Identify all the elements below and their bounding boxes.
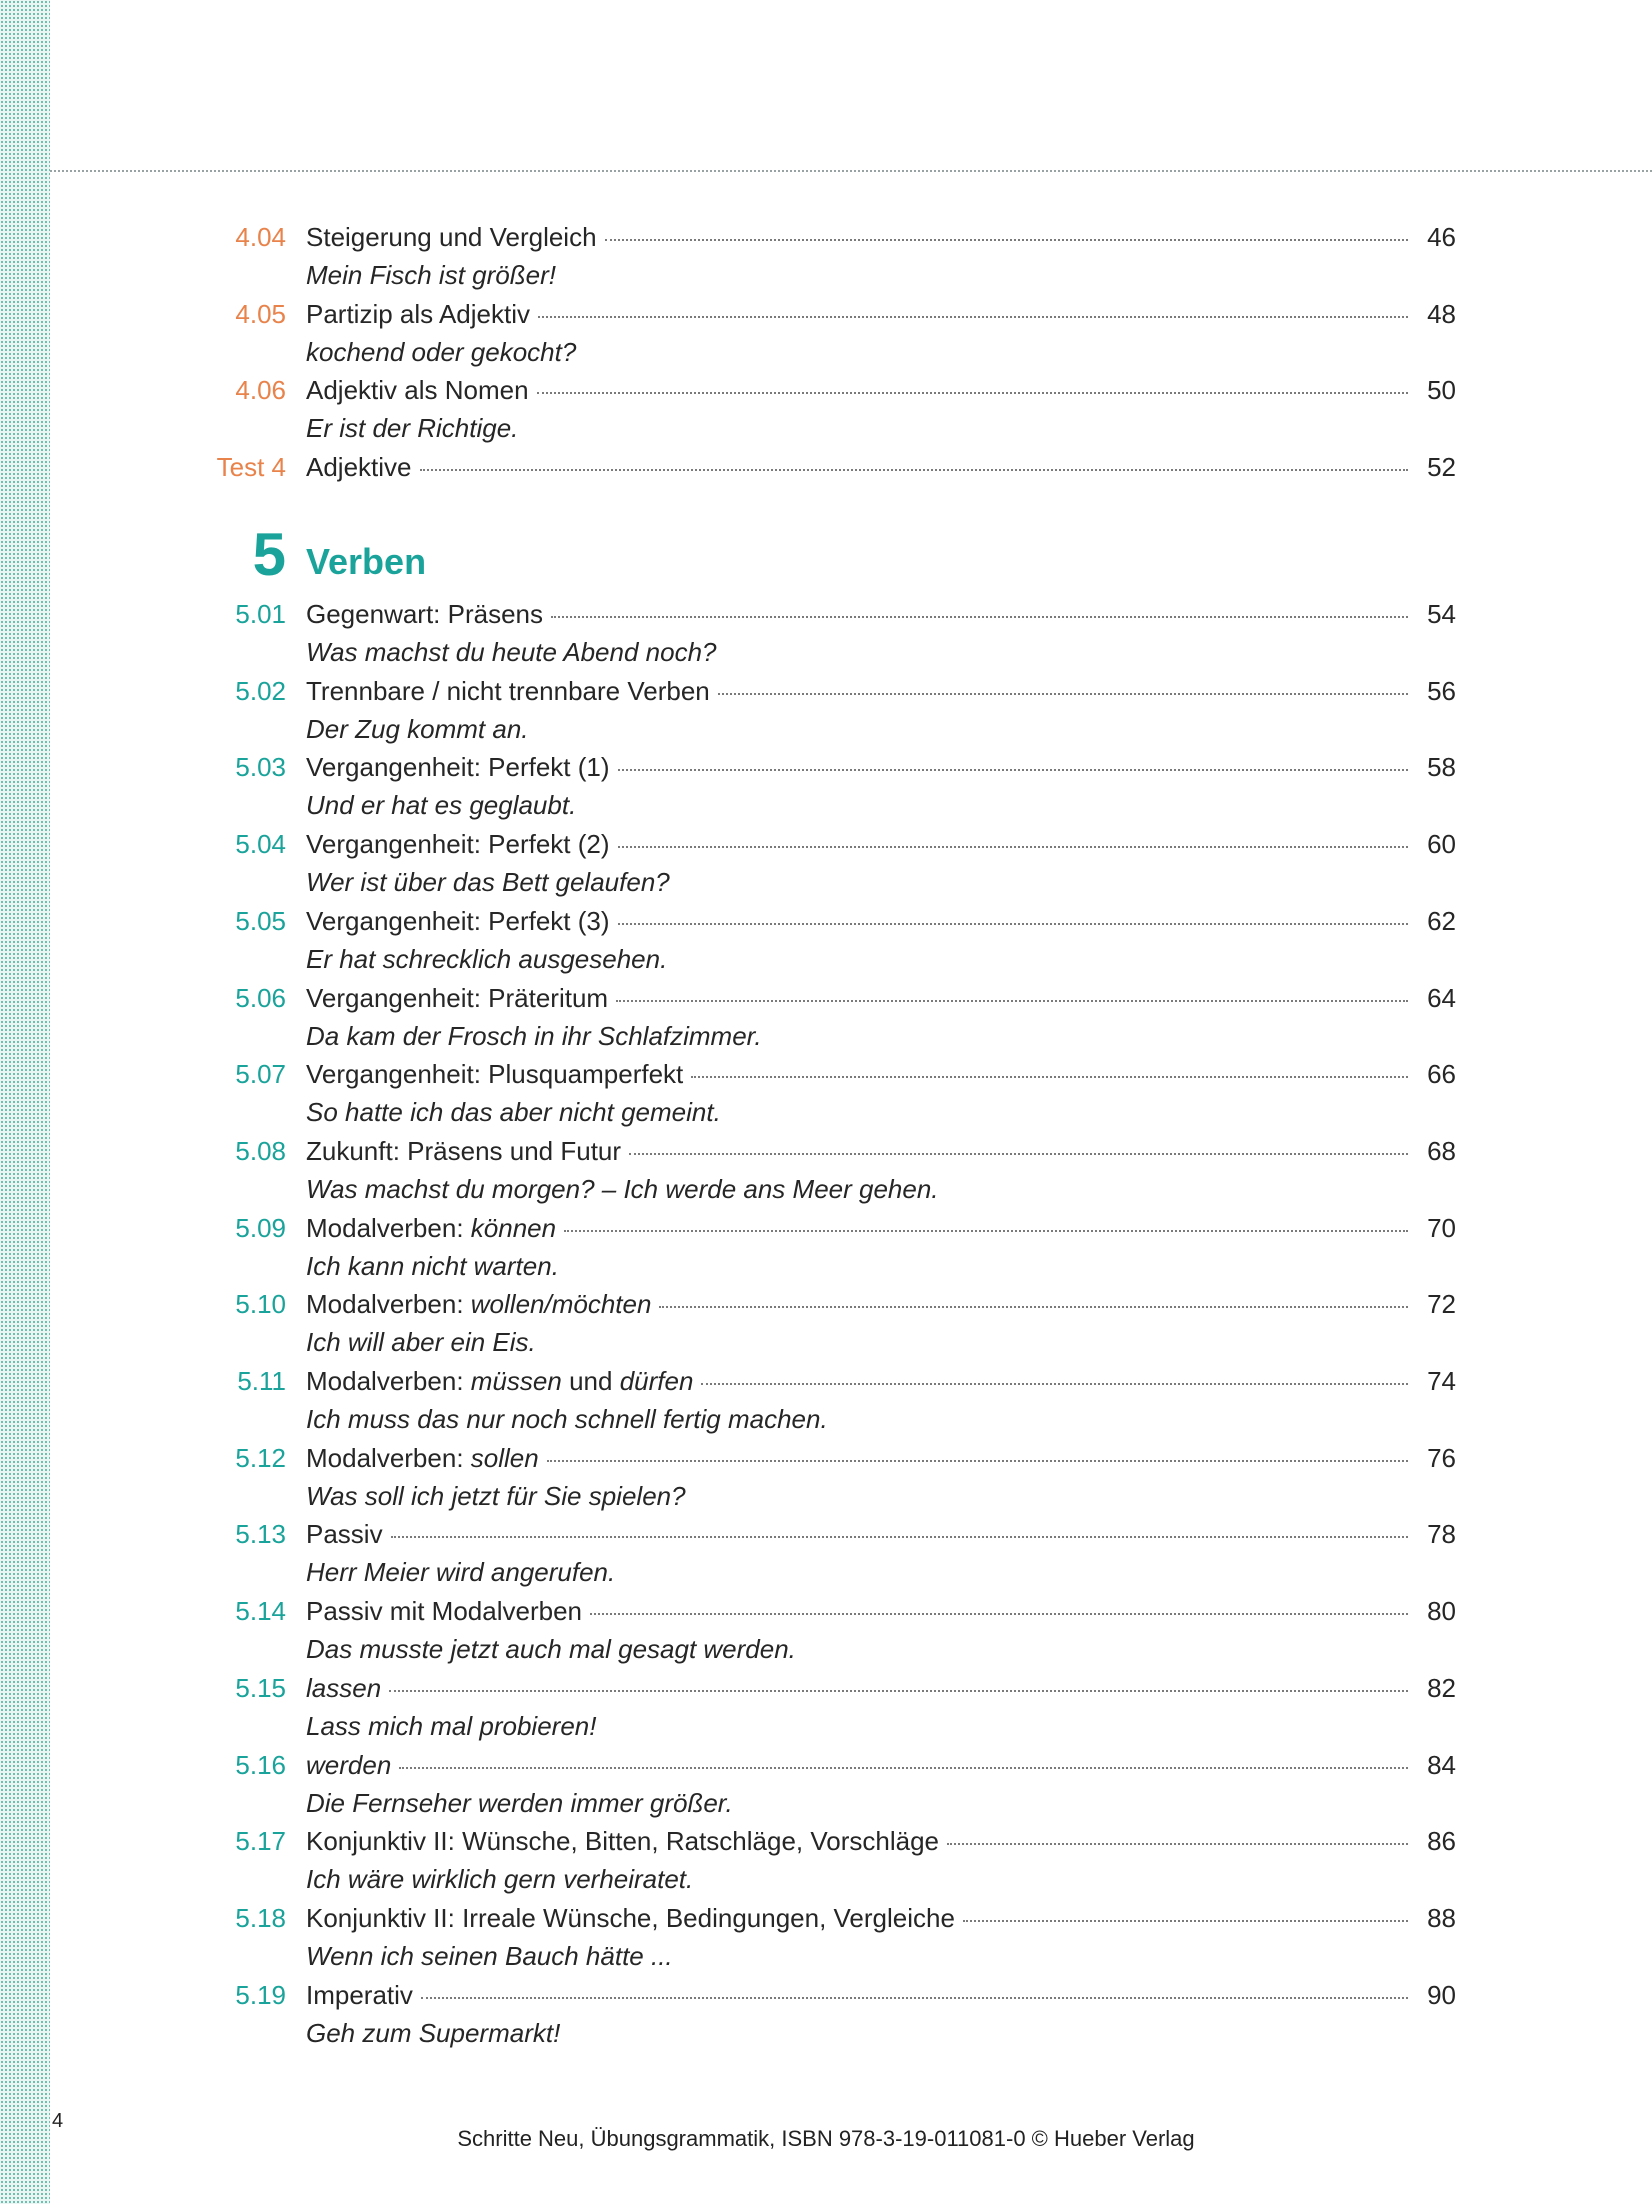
toc-entry-number: 5.12 <box>235 1442 286 1473</box>
toc-entry-page: 86 <box>1427 1826 1456 1857</box>
toc-entry-title <box>306 1976 413 2014</box>
toc-entry-title-part: Trennbare / nicht trennbare Verben <box>306 675 710 706</box>
toc-entry-number: 5.07 <box>235 1059 286 1090</box>
toc-entry-title <box>306 1669 381 1707</box>
toc-entry-title-line <box>306 1822 1456 1860</box>
toc-entry-page: 76 <box>1427 1442 1456 1473</box>
toc-entry-subtitle: Geh zum Supermarkt! <box>306 2017 561 2048</box>
toc-entry-page: 70 <box>1427 1212 1456 1243</box>
toc-entry-title <box>306 1285 651 1323</box>
toc-entry-title-line <box>306 1055 1456 1093</box>
toc-entry-title <box>306 1209 556 1247</box>
toc-entry-title-line <box>306 218 1456 256</box>
toc-entry-title-part: Steigerung und Vergleich <box>306 222 597 252</box>
toc-entry-title-part: können <box>470 1212 557 1243</box>
toc-entry-title-part: Vergangenheit: Perfekt (2) <box>306 829 610 860</box>
toc-entry-title-part: Vergangenheit: Plusquamperfekt <box>306 1059 684 1090</box>
toc-entry[interactable] <box>0 1746 1652 1823</box>
toc-leader-dots <box>564 1230 1408 1232</box>
toc-entry-title-line <box>306 748 1456 786</box>
toc-leader-dots <box>618 846 1408 848</box>
toc-leader-dots <box>605 239 1408 241</box>
toc-entry-title-line <box>306 1592 1456 1630</box>
toc-entry-title <box>306 1439 539 1477</box>
toc-entry[interactable] <box>0 1515 1652 1592</box>
toc-entry-title <box>306 218 597 256</box>
toc-leader-dots <box>420 469 1409 471</box>
toc-entry-page: 58 <box>1427 752 1456 783</box>
toc-entry-subtitle: Ich muss das nur noch schnell fertig machen. <box>306 1404 828 1434</box>
toc-entry-title-line <box>306 1899 1456 1937</box>
toc-entry-subtitle: Ich wäre wirklich gern verheiratet. <box>306 1864 694 1895</box>
toc-entry-title-part: Adjektiv als Nomen <box>306 375 529 406</box>
toc-entry[interactable] <box>0 1055 1652 1132</box>
toc-entry-page: 50 <box>1427 375 1456 406</box>
toc-entry-title-part: lassen <box>306 1672 382 1703</box>
toc-entry-title-line <box>306 1746 1456 1784</box>
toc-entry-title-line <box>306 371 1456 409</box>
toc-entry-title <box>306 672 710 710</box>
toc-entry-subtitle: Wenn ich seinen Bauch hätte ... <box>306 1940 673 1971</box>
toc-entry-subtitle: Was machst du heute Abend noch? <box>306 637 717 667</box>
toc-entry[interactable] <box>0 1209 1652 1286</box>
page-number: 4 <box>52 2110 64 2132</box>
toc-entry-title-part: Konjunktiv II: Irreale Wünsche, Bedingungen, Vergleiche <box>306 1902 955 1933</box>
toc-leader-dots <box>391 1536 1408 1538</box>
toc-entry-page: 52 <box>1427 452 1456 483</box>
toc-entry[interactable] <box>0 1362 1652 1439</box>
toc-entry-title-line <box>306 979 1456 1017</box>
toc-entry-page: 90 <box>1427 1979 1456 2010</box>
toc-entry-number: 5.15 <box>235 1672 286 1703</box>
toc-entry[interactable] <box>0 1439 1652 1516</box>
toc-entry-number: 5.04 <box>235 829 286 860</box>
toc-entry-title <box>306 1055 683 1093</box>
toc-entry-title-part: Passiv mit Modalverben <box>306 1596 582 1627</box>
toc-entry[interactable] <box>0 595 1652 672</box>
toc-entry-number: 5.03 <box>235 752 286 783</box>
toc-entry-subtitle: Das musste jetzt auch mal gesagt werden. <box>306 1634 796 1665</box>
toc-entry[interactable] <box>0 448 1652 525</box>
toc-entry-title-part: Modalverben: <box>306 1289 464 1320</box>
toc-entry-subtitle: Was soll ich jetzt für Sie spielen? <box>306 1480 686 1511</box>
toc-entry-title-part: Modalverben: <box>306 1366 464 1396</box>
chapter-number: 5 <box>252 521 286 588</box>
toc-entry-title-line <box>306 1439 1456 1477</box>
toc-entry-title-line <box>306 448 1456 486</box>
toc-entry-number: 5.17 <box>235 1826 286 1857</box>
chapter-title: Verben <box>306 541 427 582</box>
toc-entry-subtitle: Ich kann nicht warten. <box>306 1250 559 1281</box>
toc-leader-dots <box>629 1153 1408 1155</box>
toc-entry-page: 56 <box>1427 675 1456 706</box>
toc-entry-title <box>306 1362 693 1400</box>
toc-entry-subtitle: Was machst du morgen? – Ich werde ans Meer gehen. <box>306 1173 939 1204</box>
toc-entry-page: 48 <box>1427 298 1456 329</box>
toc-entry-title <box>306 295 530 333</box>
toc-entry-subtitle: Er ist der Richtige. <box>306 413 519 444</box>
toc-entry-subtitle: Wer ist über das Bett gelaufen? <box>306 867 670 898</box>
toc-entry-page: 78 <box>1427 1519 1456 1550</box>
chapter-heading <box>0 520 1652 600</box>
toc-entry[interactable] <box>0 1976 1652 2053</box>
toc-entry[interactable] <box>0 218 1652 295</box>
toc-entry-page: 66 <box>1427 1059 1456 1090</box>
toc-entry-number: 5.08 <box>235 1135 286 1166</box>
toc-entry-title-part: werden <box>306 1749 392 1780</box>
toc-entry-number: 5.02 <box>235 675 286 706</box>
toc-leader-dots <box>618 923 1408 925</box>
toc-entry[interactable] <box>0 1669 1652 1746</box>
toc-leader-dots <box>537 392 1408 394</box>
toc-entry[interactable] <box>0 1899 1652 1976</box>
toc-leader-dots <box>963 1920 1408 1922</box>
toc-entry-title <box>306 1899 955 1937</box>
toc-entry-title-line <box>306 1285 1456 1323</box>
toc-entry-title-line <box>306 902 1456 940</box>
toc-entry-title-part: Adjektive <box>306 452 412 483</box>
toc-leader-dots <box>659 1306 1408 1308</box>
toc-leader-dots <box>399 1767 1408 1769</box>
toc-entry-title-line <box>306 672 1456 710</box>
toc-entry[interactable] <box>0 902 1652 979</box>
toc-entry-number: 4.04 <box>235 222 286 252</box>
toc-entry-title <box>306 1822 939 1860</box>
toc-entry-subtitle: kochend oder gekocht? <box>306 336 577 367</box>
toc-entry-subtitle: So hatte ich das aber nicht gemeint. <box>306 1097 721 1128</box>
toc-entry-page: 64 <box>1427 982 1456 1013</box>
toc-entry-title-part: Vergangenheit: Perfekt (3) <box>306 905 610 936</box>
toc-entry-number: 4.06 <box>235 375 286 406</box>
toc-entry-title <box>306 1132 621 1170</box>
toc-entry-number: Test 4 <box>216 452 286 483</box>
toc-entry-title-part: Passiv <box>306 1519 383 1550</box>
toc-entry-number: 5.18 <box>235 1902 286 1933</box>
toc-entry-subtitle: Herr Meier wird angerufen. <box>306 1557 616 1588</box>
top-dotted-rule <box>50 170 1652 172</box>
toc-entry-title-line <box>306 1669 1456 1707</box>
toc-entry-title-part: Gegenwart: Präsens <box>306 599 544 629</box>
toc-entry-number: 5.09 <box>235 1212 286 1243</box>
toc-entry-number: 5.13 <box>235 1519 286 1550</box>
toc-leader-dots <box>389 1690 1408 1692</box>
toc-leader-dots <box>701 1383 1408 1385</box>
toc-entry[interactable] <box>0 979 1652 1056</box>
toc-entry-page: 60 <box>1427 829 1456 860</box>
toc-entry-title-part: sollen <box>470 1442 539 1473</box>
toc-entry[interactable] <box>0 1822 1652 1899</box>
toc-entry[interactable] <box>0 672 1652 749</box>
toc-entry-subtitle: Ich will aber ein Eis. <box>306 1327 536 1358</box>
toc-leader-dots <box>551 616 1408 618</box>
toc-entry-title <box>306 371 529 409</box>
toc-entry-title-part: Vergangenheit: Perfekt (1) <box>306 752 610 783</box>
toc-entry-number: 5.06 <box>235 982 286 1013</box>
toc-leader-dots <box>947 1843 1408 1845</box>
toc-entry-page: 72 <box>1427 1289 1456 1320</box>
toc-entry-title-part: Modalverben: <box>306 1442 464 1473</box>
toc-entry[interactable] <box>0 371 1652 448</box>
toc-entry-title <box>306 448 412 486</box>
toc-leader-dots <box>421 1997 1408 1999</box>
toc-leader-dots <box>616 1000 1408 1002</box>
toc-entry-title-part: Konjunktiv II: Wünsche, Bitten, Ratschläge, Vorschläge <box>306 1826 940 1857</box>
toc-entry-title <box>306 1515 383 1553</box>
toc-entry-title <box>306 825 610 863</box>
toc-entry-title <box>306 902 610 940</box>
toc-entry-title-part: müssen <box>470 1366 562 1396</box>
toc-entry-number: 5.11 <box>237 1366 286 1396</box>
toc-entry-subtitle: Die Fernseher werden immer größer. <box>306 1787 733 1818</box>
toc-leader-dots <box>590 1613 1408 1615</box>
toc-entry[interactable] <box>0 1285 1652 1362</box>
toc-entry-number: 5.16 <box>235 1749 286 1780</box>
toc-entry-title-part: und <box>569 1366 613 1396</box>
toc-entry-title-part: Partizip als Adjektiv <box>306 298 530 329</box>
toc-entry[interactable] <box>0 295 1652 372</box>
toc-entry[interactable] <box>0 748 1652 825</box>
toc-leader-dots <box>547 1460 1408 1462</box>
toc-leader-dots <box>538 316 1408 318</box>
toc-entry-title-line <box>306 825 1456 863</box>
toc-entry-subtitle: Lass mich mal probieren! <box>306 1710 597 1741</box>
toc-entry-title <box>306 979 608 1017</box>
toc-entry-page: 84 <box>1427 1749 1456 1780</box>
toc-entry[interactable] <box>0 1132 1652 1209</box>
toc-entry-subtitle: Der Zug kommt an. <box>306 713 529 744</box>
toc-entry-number: 5.01 <box>235 599 286 629</box>
toc-entry-title-line <box>306 595 1456 633</box>
toc-entry-title-line <box>306 295 1456 333</box>
toc-entry-title <box>306 748 610 786</box>
footer-copyright: Schritte Neu, Übungsgrammatik, ISBN 978-3-19-011081-0 © Hueber Verlag <box>457 2126 1195 2151</box>
toc-entry-number: 4.05 <box>235 298 286 329</box>
toc-entry-number: 5.19 <box>235 1979 286 2010</box>
toc-entry-page: 74 <box>1427 1366 1456 1396</box>
toc-entry-number: 5.10 <box>235 1289 286 1320</box>
toc-entry-title-line <box>306 1976 1456 2014</box>
toc-leader-dots <box>691 1076 1408 1078</box>
toc-leader-dots <box>718 693 1408 695</box>
toc-entry-subtitle: Und er hat es geglaubt. <box>306 790 577 821</box>
toc-entry[interactable] <box>0 1592 1652 1669</box>
toc-entry-title-part: wollen/möchten <box>470 1289 652 1320</box>
toc-entry-title-line <box>306 1209 1456 1247</box>
toc-entry-title <box>306 1592 582 1630</box>
toc-entry-title-line <box>306 1362 1456 1400</box>
toc-entry-page: 80 <box>1427 1596 1456 1627</box>
toc-entry-page: 46 <box>1427 222 1456 252</box>
toc-entry-page: 62 <box>1427 905 1456 936</box>
toc-leader-dots <box>618 769 1408 771</box>
toc-entry-title <box>306 1746 391 1784</box>
toc-entry-subtitle: Mein Fisch ist größer! <box>306 260 556 290</box>
toc-entry-title-line <box>306 1132 1456 1170</box>
toc-entry-page: 82 <box>1427 1672 1456 1703</box>
toc-entry-page: 88 <box>1427 1902 1456 1933</box>
toc-entry-subtitle: Er hat schrecklich ausgesehen. <box>306 943 668 974</box>
toc-entry-title-part: Vergangenheit: Präteritum <box>306 982 609 1013</box>
toc-entry-page: 68 <box>1427 1135 1456 1166</box>
toc-entry-title-part: Modalverben: <box>306 1212 464 1243</box>
toc-entry-title-line <box>306 1515 1456 1553</box>
toc-entry-title-part: Imperativ <box>306 1979 413 2010</box>
toc-entry[interactable] <box>0 825 1652 902</box>
toc-entry-number: 5.14 <box>235 1596 286 1627</box>
toc-entry-title <box>306 595 543 633</box>
toc-entry-number: 5.05 <box>235 905 286 936</box>
toc-entry-title-part: Zukunft: Präsens und Futur <box>306 1135 622 1166</box>
toc-entry-title-part: dürfen <box>619 1366 694 1396</box>
toc-entry-page: 54 <box>1427 599 1456 629</box>
toc-entry-subtitle: Da kam der Frosch in ihr Schlafzimmer. <box>306 1020 762 1051</box>
